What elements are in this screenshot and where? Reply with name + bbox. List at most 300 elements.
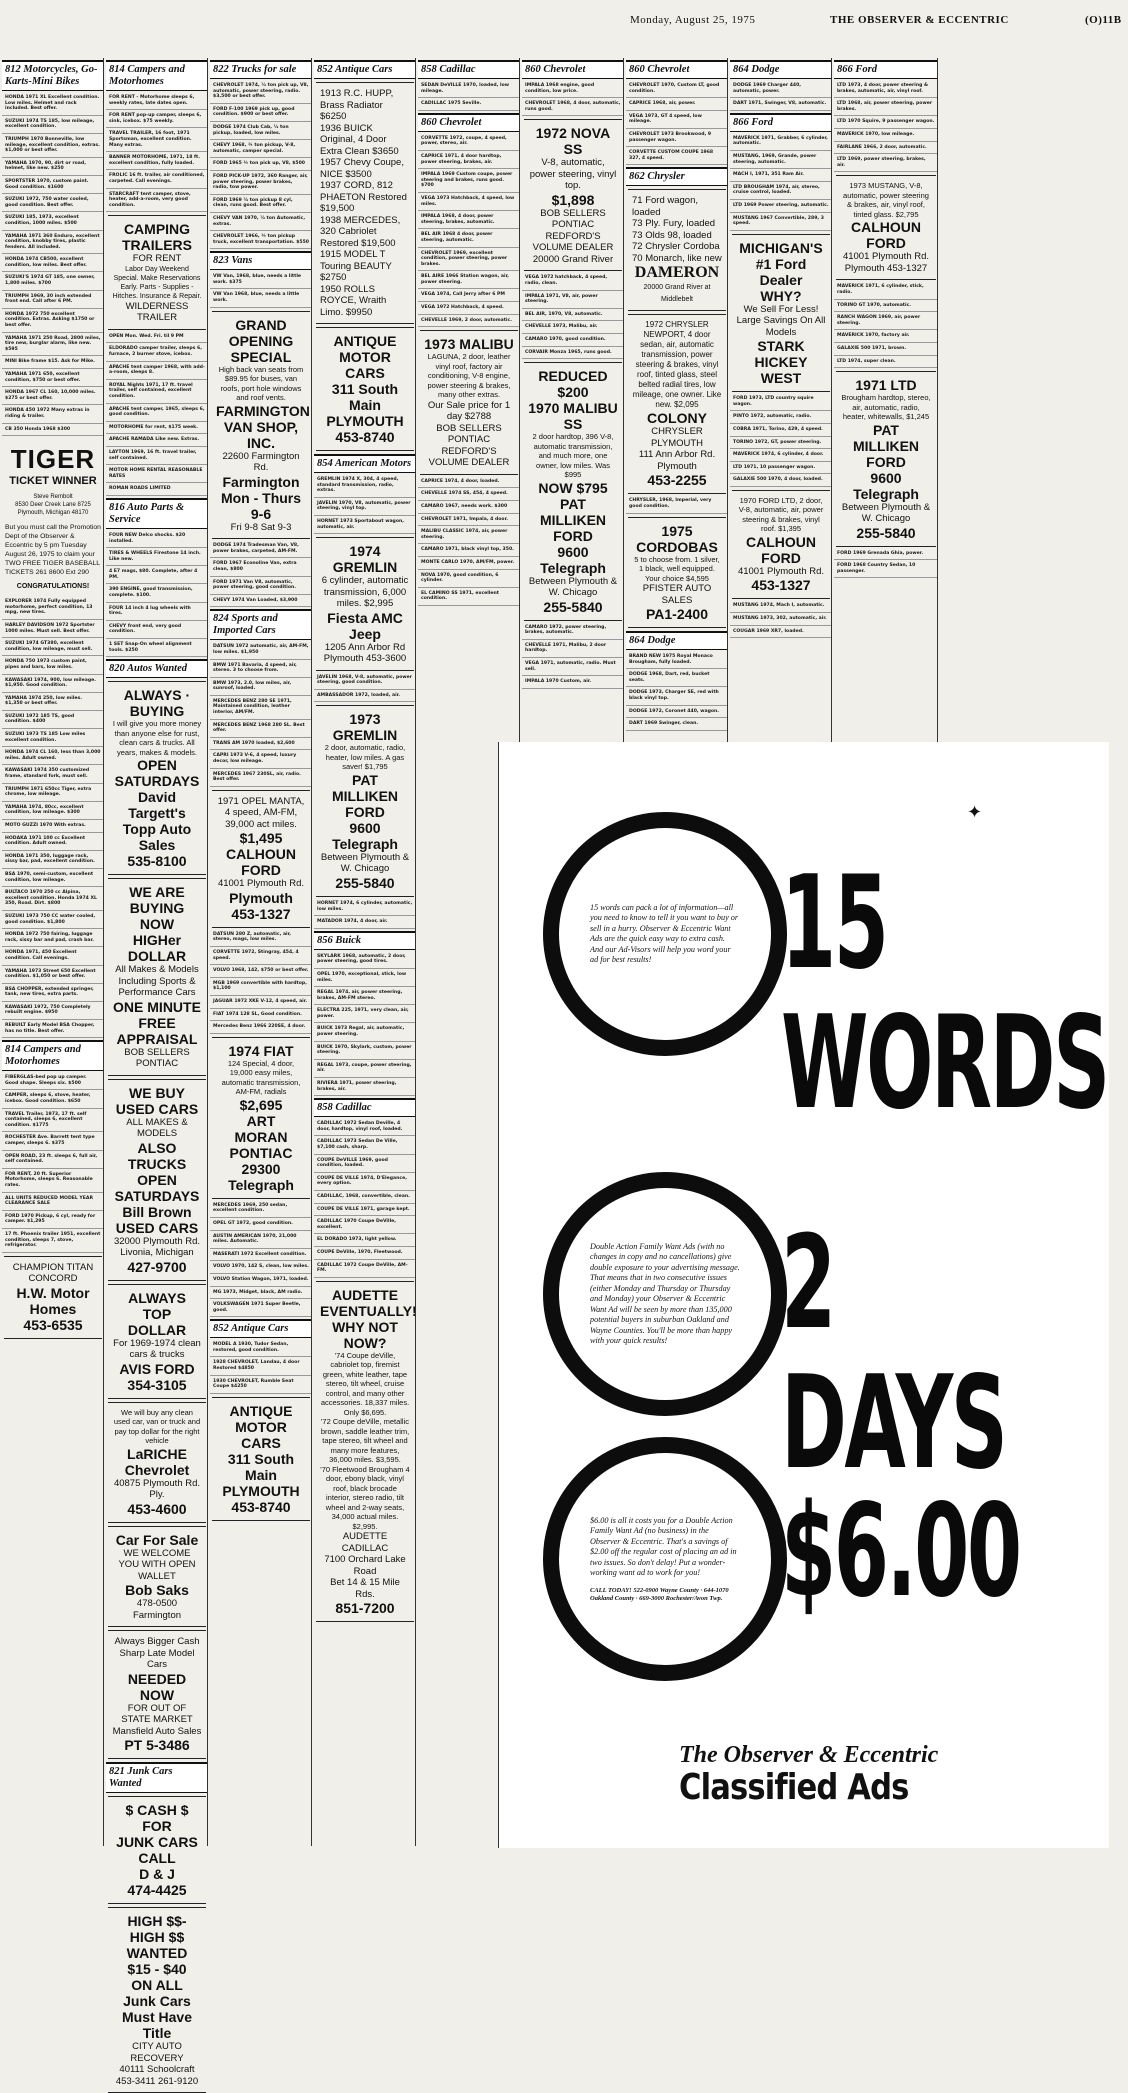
column-ford xyxy=(834,58,938,742)
ad-line: $2,695 xyxy=(239,1096,283,1113)
classified-ad: CHEVROLET 1968, 4 door, automatic, runs good. xyxy=(522,100,624,116)
classified-ad: 1928 CHEVROLET, Landau, 4 door Restored $4850 xyxy=(210,1359,312,1375)
ad-list xyxy=(210,1202,312,1318)
ad-line: '74 Coupe deVille, cabriolet top, firemist green, white leather, tape stereo, tilt wheel, cruise control, and many other accessories. 18,337 miles. Only $6,695. xyxy=(320,1350,410,1417)
classified-ad: 1930 CHEVROLET, Rumble Seat Coupe $4250 xyxy=(210,1378,312,1394)
classified-ad: SUZUKI 1974 TS 185, low mileage, excellent condition. xyxy=(2,118,104,134)
classified-ad: IMPALA 1968 engine, good condition, low price. xyxy=(522,82,624,98)
classified-ad: 1 SET Snap-On wheel alignment tools. $250 xyxy=(106,641,208,657)
circle-body: $6.00 is all it costs you for a Double Action Family Want Ad (no business) in the Observer & Eccentric. That's a savings of $2.00 off the regular cost of placing an ad in two issues. So don't delay! Put a wonder-working want ad to work for you! xyxy=(590,1515,737,1577)
ad-line: FOR xyxy=(142,1818,172,1835)
ad-line: PAT MILLIKEN xyxy=(539,495,607,528)
ad-line: High back van seats from $89.95 for buses, van roofs, port hole windows and roof vents. xyxy=(218,364,304,403)
ad-list xyxy=(210,82,312,249)
classified-ad: LTD 1973, 4 door, power steering & brakes, automatic, air, vinyl roof. xyxy=(834,82,938,98)
ad-line: Bet 14 & 15 Mile Rds. xyxy=(330,1577,400,1600)
classified-ad: BEL AIRE 1966 Station wagon, air, power steering. xyxy=(418,273,520,289)
ad-line: Between Plymouth & W. Chicago xyxy=(528,575,618,599)
ad-line: 453-2255 xyxy=(647,472,707,489)
classified-ad: ALL UNITS REDUCED MODEL YEAR CLEARANCE SALE xyxy=(2,1195,104,1211)
classified-ad: EL CAMINO SS 1971, excellent condition. xyxy=(418,590,520,606)
classified-promo-panel xyxy=(498,742,1109,1848)
display-ad-nova-ss xyxy=(524,119,622,271)
ad-line: 1936 BUICK Original, 4 Door Extra Clean $3650 xyxy=(320,122,399,157)
display-ad-malibu-70 xyxy=(524,362,622,621)
ad-list xyxy=(632,410,722,488)
ad-line: TOP DOLLAR xyxy=(127,1305,187,1338)
ad-line: MORAN xyxy=(234,1128,288,1145)
classified-ad: CHEVROLET 1973 Brookwood, 9 passenger wagon. xyxy=(626,131,728,147)
ad-list xyxy=(730,395,832,487)
ad-line: CAMPING TRAILERS xyxy=(122,221,192,254)
ad-line: MOTOR CARS xyxy=(235,1418,287,1451)
classified-ad: LTD 1971, 10 passenger wagon. xyxy=(730,464,832,475)
ad-line: WILDERNESS TRAILER xyxy=(125,300,189,324)
ad-line: 1973 MALIBU xyxy=(424,336,514,353)
classified-ad: HORNET 1974, 6 cylinder, automatic, low miles. xyxy=(314,900,416,916)
ad-line: ALWAYS · BUYING xyxy=(123,687,191,720)
ad-line: 1972 NOVA SS xyxy=(535,125,611,158)
ad-line: 1971 LTD xyxy=(855,377,917,394)
classified-ad: IMPALA 1968, 4 door, power steering, brakes, automatic. xyxy=(418,213,520,229)
ad-line: Farmington xyxy=(222,473,300,490)
classified-ad: REBUILT Early Model BSA Chopper, has no title. Best offer. xyxy=(2,1022,104,1038)
ad-line: VAN SHOP, INC. xyxy=(223,418,299,451)
classified-ad: COUPE DeVILLE 1969, good condition, loaded. xyxy=(314,1157,416,1173)
classified-ad: CHEVROLET 1971, Impala, 4 door. xyxy=(418,516,520,527)
display-ad-farmington-van-shop xyxy=(212,311,310,540)
ad-list xyxy=(834,283,938,368)
column-trucks-vans-imports xyxy=(210,58,312,1846)
classified-ad: KAWASAKI 1972, 750 Completely rebuilt engine. $950 xyxy=(2,1004,104,1020)
section-header: 854 American Motors xyxy=(314,454,416,473)
classified-ad: LAYTON 1969, 16 ft. travel trailer, self contained. xyxy=(106,449,208,465)
classified-ad: CHEVY 1968, ¾ ton pickup, V-8, automatic, camper special. xyxy=(210,142,312,158)
ad-line: 1205 Ann Arbor Rd xyxy=(324,641,406,653)
display-ad-dj-junk-cars xyxy=(108,1796,206,1904)
section-header: 814 Campers and Motorhomes xyxy=(2,1040,104,1071)
ad-line: #1 Ford Dealer xyxy=(755,255,807,288)
ad-list xyxy=(314,674,416,703)
ad-line: Chevrolet xyxy=(124,1461,190,1478)
display-ad-pat-milliken-ltd xyxy=(836,371,936,547)
display-ad-gremlin-74 xyxy=(316,537,414,671)
classified-ad: CAMARO 1972, power steering, brakes, automatic. xyxy=(522,624,624,640)
classified-ad: 390 ENGINE, good transmission, complete. $100. xyxy=(106,586,208,602)
section-header: 852 Antique Cars xyxy=(210,1319,312,1338)
ad-line: 124 Special, 4 door, 19,000 easy miles, automatic transmission, AM-FM, radials xyxy=(221,1058,301,1097)
ad-line: 1972 CHRYSLER NEWPORT, 4 door sedan, air, automatic transmission, power steering & brakes, vinyl roof, tinted glass, steel belted radial tires, low mileage, one owner. Like new. $2,095 xyxy=(632,320,722,410)
column-dodge-ford xyxy=(730,58,832,742)
ad-line: 41001 Plymouth Rd. xyxy=(842,251,930,263)
ad-line: Mon - Thurs 9-6 xyxy=(220,489,302,522)
classified-ad: CHEVY front end, very good condition. xyxy=(106,623,208,639)
column-chevrolet-chrysler-dodge xyxy=(626,58,728,742)
call-today: CALL TODAY! 522-0900 Wayne County · 644-1070 Oakland County · 669-3000 Rochester/Avon Twp. xyxy=(590,1586,729,1602)
ad-line: FORD xyxy=(345,803,385,820)
classified-ad: REGAL 1973, coupe, power steering, air. xyxy=(314,1062,416,1078)
bird-icon: ✦ xyxy=(967,802,983,822)
classified-ad: LTD 1968, air, power steering, power brakes. xyxy=(834,100,938,116)
ad-list xyxy=(418,82,520,111)
classified-ad: STARCRAFT tent camper, stove, heater, add-a-room, very good condition. xyxy=(106,191,208,213)
classified-ad: MERCEDES 1969, 250 sedan, excellent condition. xyxy=(210,1202,312,1218)
classified-ad: FROLIC 16 ft. trailer, air conditioned, carpeted. Call evenings. xyxy=(106,172,208,188)
ad-line: WE BUY xyxy=(129,1084,185,1101)
classified-ad: MODEL A 1930, Tudor Sedan, restored, good condition. xyxy=(210,1341,312,1357)
classified-ad: YAMAHA 1971 360 Enduro, excellent condition, knobby tires, plastic fenders. All included. xyxy=(2,233,104,255)
ad-line: All Makes & Models Including Sports & Performance Cars xyxy=(115,964,199,999)
classified-ad: CADILLAC 1973 Sedan De Ville, $7,100 cash, sharp. xyxy=(314,1138,416,1154)
classified-ad: IMPALA 1970 Custom, air. xyxy=(522,678,624,689)
ad-line: CITY AUTO RECOVERY xyxy=(130,2041,184,2064)
section-header: 860 Chevrolet xyxy=(522,60,624,79)
logo-bottom: Classified Ads xyxy=(679,1767,909,1808)
classified-ad: YAMAHA 1973 Street 650 Excellent condition. $1,050 or best offer. xyxy=(2,968,104,984)
classified-ad: HONDA 1972 750 fairing, luggage rack, sissy bar and pad, crash bar. xyxy=(2,931,104,947)
column-antique-amc-buick-cadillac xyxy=(314,58,416,1846)
ad-line: 9600 Telegraph xyxy=(332,819,398,852)
ad-line: 1950 ROLLS ROYCE, Wraith Limo. $9950 xyxy=(320,283,387,318)
ad-line: 255-5840 xyxy=(856,524,916,541)
classified-ad: CAMARO 1970, good condition. xyxy=(522,336,624,347)
classified-ad: HONDA 750 1973 custom paint, pipes and bars, low miles. xyxy=(2,658,104,674)
classified-ad: VEGA 1974, Call Jerry after 6 PM xyxy=(418,291,520,302)
circle-text xyxy=(590,1516,740,1603)
ad-line: $15 - $40 xyxy=(127,1961,187,1978)
classified-ad: COUGAR 1969 XR7, loaded. xyxy=(730,628,832,639)
ad-line: 1971 OPEL MANTA, 4 speed, AM-FM, 39,000 act miles. xyxy=(217,795,305,830)
classified-ad: CAPRICE 1968, air, power. xyxy=(626,100,728,111)
ad-line: OPEN SATURDAYS xyxy=(114,1171,200,1204)
classified-ad: JAVELIN 1968, V-8, automatic, power steering, good condition. xyxy=(314,674,416,690)
classified-ad: YAMAHA 1974 250, low miles. $1,350 or best offer. xyxy=(2,695,104,711)
classified-ad: MATADOR 1974, 4 door, air. xyxy=(314,918,416,929)
ad-line: 453-8740 xyxy=(231,1498,291,1515)
ad-line: PAT MILLIKEN xyxy=(852,421,920,454)
ad-line: 453-6535 xyxy=(23,1316,83,1333)
ad-line: BOB SELLERS PONTIAC xyxy=(124,1046,190,1070)
display-ad-art-moran xyxy=(212,1037,310,1199)
ad-line: ANTIQUE xyxy=(229,1402,293,1419)
section-header: 864 Dodge xyxy=(626,631,728,650)
ad-list xyxy=(314,1120,416,1278)
classified-ad: HARLEY DAVIDSON 1972 Sportster 1000 miles. Must sell. Best offer. xyxy=(2,622,104,638)
classified-ad: MERCEDES BENZ 1968 280 SL. Best offer. xyxy=(210,722,312,738)
classified-ad: ROYAL Nights 1971, 17 ft. travel trailer, self contained, excellent condition. xyxy=(106,382,208,404)
ad-line: WE ARE xyxy=(129,884,185,901)
classified-ad: APACHE tent camper, 1965, sleeps 6, good condition. xyxy=(106,406,208,422)
ad-line: FORD xyxy=(866,453,906,470)
classified-ad: FORD 1968 Country Sedan, 10 passenger. xyxy=(834,562,938,578)
display-ad-city-auto-recovery xyxy=(108,1907,206,2093)
ad-line: 9600 Telegraph xyxy=(540,543,606,576)
classified-ad: TRIUMPH 1970 Bonneville, low mileage, excellent condition, extras. $1,000 or best offer. xyxy=(2,136,104,158)
ad-line: 41001 Plymouth Rd. xyxy=(217,878,305,890)
column-chevrolet xyxy=(522,58,624,742)
classified-ad: JAGUAR 1972 XKE V-12, 4 speed, air. xyxy=(210,998,312,1009)
classified-ad: CB 350 Honda 1968 $300 xyxy=(2,426,104,437)
classified-ad: SUZUKI 1973 TS 185 Low miles excellent condition. xyxy=(2,731,104,747)
ad-line: LaRICHE xyxy=(127,1445,187,1462)
classified-ad: MASERATI 1972 Excellent condition. xyxy=(210,1251,312,1262)
classified-ad: BUICK 1973 Regal, air, automatic, power steering. xyxy=(314,1025,416,1041)
ad-line: 1957 Chevy Coupe, NICE $3500 xyxy=(320,157,404,180)
ad-line: 535-8100 xyxy=(127,853,187,870)
ad-line: USED CARS xyxy=(115,1219,199,1236)
classified-ad: OPEL 1970, exceptional, stick, low miles. xyxy=(314,971,416,987)
ad-list xyxy=(730,82,832,111)
ad-line: FREE APPRAISAL xyxy=(116,1014,198,1047)
classified-ad: MERCEDES 1967 230SL, air, radio. Best offer. xyxy=(210,771,312,787)
ad-line: 20000 Grand River xyxy=(532,253,614,265)
classified-ad: GREMLIN 1974 X, 304, 4 speed, standard transmission, radio, extras. xyxy=(314,476,416,498)
ad-list xyxy=(106,532,208,657)
ad-list xyxy=(106,333,208,496)
ad-line: Fiesta AMC Jeep xyxy=(327,609,403,642)
ad-line: FOR RENT xyxy=(132,253,182,265)
ad-line: Plymouth 453-3600 xyxy=(323,653,407,665)
ad-line: CALL xyxy=(138,1850,176,1867)
classified-ad: CADILLAC 1972 Sedan Deville, 4 door, hardtop, vinyl roof, loaded. xyxy=(314,1120,416,1136)
classified-ad: MUSTANG, 1969, Grande, power steering, automatic. xyxy=(730,153,832,169)
classified-ad: CAPRICE 1974, 4 door, loaded. xyxy=(418,478,520,489)
classified-ad: FORD 1971 Van V8, automatic, power steering, good condition. xyxy=(210,579,312,595)
classified-ad: LTD 1970 Squire, 9 passenger wagon. xyxy=(834,118,938,129)
classified-ad: HONDA 1971 XL Excellent condition. Low miles. Helmet and rack included. Best offer. xyxy=(2,94,104,116)
ad-line: HIGHer DOLLAR xyxy=(127,932,187,965)
classified-ad: TRAVEL Trailer, 1973, 17 ft. self contained, sleeps 6, excellent condition. $1775 xyxy=(2,1111,104,1133)
ad-line: AVIS FORD xyxy=(119,1360,195,1377)
ad-line: AUDETTE xyxy=(331,1286,399,1303)
classified-ad: CAPRICE 1971, 4 door hardtop, power steering, brakes, air. xyxy=(418,153,520,169)
ad-list xyxy=(522,274,624,359)
ad-line: WANTED xyxy=(126,1945,188,1962)
issue-date: Monday, August 25, 1975 xyxy=(630,14,756,26)
ad-list xyxy=(2,598,104,1038)
classified-ad: FIBERGLAS-bed pop up camper. Good shape. Sleeps six. $500 xyxy=(2,1074,104,1090)
classified-ad: LTD 1974, super clean. xyxy=(834,358,938,369)
newspaper-name: THE OBSERVER & ECCENTRIC xyxy=(830,14,1009,26)
ad-line: 1938 MERCEDES, 320 Cabriolet Restored $19,500 xyxy=(320,214,401,249)
classified-ad: HONDA 1974 CB500, excellent condition, low miles. Best offer. xyxy=(2,256,104,272)
ad-line: SPECIAL xyxy=(230,348,292,365)
ad-line: 1974 FIAT xyxy=(228,1042,294,1059)
section-header: 852 Antique Cars xyxy=(314,60,416,79)
classified-ads-logo xyxy=(679,1742,999,1807)
ad-line: D & J xyxy=(139,1866,175,1883)
ad-line: 478-0500 Farmington xyxy=(132,1598,182,1621)
ad-list xyxy=(626,82,728,165)
ad-line: 311 South Main xyxy=(331,381,399,413)
ad-line: MOTOR CARS xyxy=(339,349,391,381)
classified-ad: CAPRI 1973 V-6, 4 speed, luxury decor, low mileage. xyxy=(210,752,312,768)
display-ad-bob-sellers xyxy=(108,878,206,1076)
ad-line: DAMERON xyxy=(634,264,720,282)
classified-ad: CORVETTE CUSTOM COUPE 1968 327, 4 speed. xyxy=(626,149,728,165)
classified-ad: SUZUKI 1974 GT380, excellent condition, low mileage, must sell. xyxy=(2,640,104,656)
ad-line: Always Bigger Cash xyxy=(114,1636,200,1648)
tiger-congrats: CONGRATULATIONS! xyxy=(16,583,90,591)
classified-ad: TRAVEL TRAILER, 16 foot, 1971 Sportsman, excellent condition. Many extras. xyxy=(106,130,208,152)
display-ad-bob-saks xyxy=(108,1526,206,1628)
section-header: 824 Sports and Imported Cars xyxy=(210,609,312,640)
classified-ad: CADILLAC 1975 Seville. xyxy=(418,100,520,111)
classified-ad: TORINO GT 1970, automatic. xyxy=(834,302,938,313)
ad-line: 1937 CORD, 812 PHAETON Restored $19,500 xyxy=(320,180,407,214)
ad-line: We will buy any clean used car, van or truck and pay top dollar for the right vehicle xyxy=(113,1407,201,1446)
section-header: 820 Autos Wanted xyxy=(106,659,208,678)
ad-line: H.W. Motor Homes xyxy=(16,1284,90,1317)
classified-ad: HONDA 1971 350, luggage rack, sissy bar, pad, excellent condition. xyxy=(2,853,104,869)
ad-list xyxy=(834,550,938,579)
classified-ad: FORD 1969 Grenada Ghia, power. xyxy=(834,550,938,561)
classified-ad: CAMPER, sleeps 6, stove, heater, icebox. Good condition. $650 xyxy=(2,1092,104,1108)
display-ad-audette-cadillac xyxy=(316,1281,417,1623)
ad-list xyxy=(106,94,208,212)
ad-list xyxy=(418,304,520,327)
classified-ad: SEDAN DeVILLE 1970, loaded, low mileage. xyxy=(418,82,520,98)
classified-ad: HONDA 1971, 450 Excellent condition. Call evenings. xyxy=(2,949,104,965)
ad-line: 20000 Grand River at Middlebelt xyxy=(643,284,711,303)
classified-ad: YAMAHA 1970, 90, dirt or road, helmet, like new. $250 xyxy=(2,160,104,176)
classified-ad: CORVETTE 1972, coupe, 4 speed, power, stereo, air. xyxy=(418,135,520,151)
classified-ad: SUZUKI 185, 1973, excellent condition, 1000 miles. $500 xyxy=(2,214,104,230)
classified-ad: NOVA 1970, good condition, 6 cylinder. xyxy=(418,572,520,588)
ad-line: 453-1327 xyxy=(231,905,291,922)
ad-list xyxy=(314,953,416,1097)
classified-ad: MOTOR HOME RENTAL REASONABLE RATES xyxy=(106,467,208,483)
classified-ad: VOLVO 1968, 142, $750 or best offer. xyxy=(210,967,312,978)
classified-ad: IMPALA 1971, V8, air, power steering. xyxy=(522,293,624,309)
ad-line: USED CARS xyxy=(115,1100,199,1117)
display-ad-hw-motor-homes xyxy=(4,1256,102,1339)
masthead xyxy=(0,0,1128,38)
ad-list xyxy=(522,82,624,116)
section-header: 816 Auto Parts & Service xyxy=(106,498,208,529)
classified-ad: EXPLORER 1974 Fully equipped motorhome, perfect condition, 13 mpg, new tires. xyxy=(2,598,104,620)
classified-ad: FORD 1965 ¾ ton pick up, V8, $500 xyxy=(210,160,312,171)
classified-ad: CADILLAC 1972 Coupe DeVille, AM-FM. xyxy=(314,1262,416,1278)
classified-ad: CHEVELLE 1969, 2 door, automatic. xyxy=(418,317,520,328)
classified-ad: RANCH WAGON 1969, air, power steering. xyxy=(834,314,938,330)
ad-line: 73 Olds 98, loaded xyxy=(632,229,712,241)
classified-ad: HONDA 1974 CL 160, less than 3,000 miles. Adult owned. xyxy=(2,749,104,765)
ad-line: 22600 Farmington Rd. xyxy=(222,450,300,474)
ad-line: 40111 Schoolcraft xyxy=(119,2064,195,2076)
display-ad-malibu-73 xyxy=(420,330,518,475)
ad-line: 1973 MUSTANG, V-8, automatic, power steering & brakes, air, vinyl roof, tinted glass. $2,795 xyxy=(843,181,929,219)
display-ad-lariche xyxy=(108,1402,206,1523)
tiger-ticket-winner-notice xyxy=(5,444,101,590)
classified-ad: BRAND NEW 1975 Royal Monaco Brougham, fully loaded. xyxy=(626,653,728,669)
ad-line: 255-5840 xyxy=(335,874,395,891)
classified-ad: LTD 1969, power steering, brakes, air. xyxy=(834,156,938,172)
tiger-title: TIGER xyxy=(10,444,96,475)
column-motorcycles xyxy=(2,58,104,1846)
classified-ad: BMW 1973, 2.0, low miles, air, sunroof, loaded. xyxy=(210,680,312,696)
ad-line: $1,898 xyxy=(551,191,595,208)
classified-ad: COUPE DE VILLE 1974, D'Elegance, every option. xyxy=(314,1175,416,1191)
ad-line: 1913 R.C. HUPP, Brass Radiator $6250 xyxy=(320,88,394,122)
display-ad-gremlin-73 xyxy=(316,705,414,897)
section-header: 860 Chevrolet xyxy=(626,60,728,79)
classified-ad: VEGA 1972 hatchback, 4 speed, radio, clean. xyxy=(522,274,624,290)
classified-ad: AUSTIN AMERICAN 1970, 21,000 miles. Automatic. xyxy=(210,1233,312,1249)
classified-ad: MALIBU CLASSIC 1974, air, power steering. xyxy=(418,528,520,544)
ad-line: $1,495 xyxy=(239,830,283,847)
classified-ad: BULTACO 1970 250 cc Alpina, excellent condition. Honda 1974 XL 350, Road. Dirt. $800 xyxy=(2,889,104,911)
classified-ad: KAWASAKI 1974 350 customized frame, standard fork, must sell. xyxy=(2,767,104,783)
display-ad-colony xyxy=(628,314,726,494)
ad-line: JUNK CARS xyxy=(116,1834,198,1851)
ad-line: We Sell For Less! xyxy=(743,303,819,315)
classified-ad: SUZUKI'S 1974 GT 185, one owner, 1,800 miles. $700 xyxy=(2,274,104,290)
classified-ad: TRIUMPH 1969, 30 inch extended front end. Call after 6 PM. xyxy=(2,293,104,309)
ad-line: PAT MILLIKEN xyxy=(331,771,399,804)
ad-line: 9600 Telegraph xyxy=(853,469,919,502)
ad-line: GRAND OPENING xyxy=(228,316,294,349)
section-header: 856 Buick xyxy=(314,931,416,950)
classified-ad: CHRYSLER, 1968, Imperial, very good condition. xyxy=(626,497,728,513)
classified-ad: ELECTRA 225, 1971, very clean, air, power. xyxy=(314,1007,416,1023)
ad-line: ANTIQUE xyxy=(333,333,397,349)
ad-line: 1975 CORDOBAS xyxy=(636,522,718,555)
ad-line: AUDETTE CADILLAC xyxy=(341,1531,389,1554)
ad-line: PLYMOUTH xyxy=(326,413,404,429)
section-header: 858 Cadillac xyxy=(314,1098,416,1117)
classified-ad: VEGA 1972 Hatchback, 4 speed. xyxy=(418,304,520,315)
ad-line: Plymouth 453-1327 xyxy=(844,262,928,274)
ad-line: Sharp Late Model Cars xyxy=(119,1647,195,1671)
classified-ad: CHEVROLET 1970, Custom LT, good condition. xyxy=(626,82,728,98)
classified-ad: KAWASAKI 1974, 900, low mileage. $1,950. Good condition. xyxy=(2,677,104,693)
display-ad-pfister xyxy=(628,517,726,629)
ad-line: For 1969-1974 clean cars & trucks xyxy=(113,1337,201,1361)
classified-ad: VW Van 1968, blue, needs a little work. xyxy=(210,291,312,307)
section-header: 860 Chevrolet xyxy=(418,113,520,132)
ad-line: Topp Auto Sales xyxy=(122,821,192,854)
ad-line: BOB SELLERS PONTIAC xyxy=(540,207,606,231)
section-header: 823 Vans xyxy=(210,251,312,270)
classified-ad: GALAXIE 500 1970, 4 door, loaded. xyxy=(730,476,832,487)
ad-list xyxy=(626,653,728,731)
classified-ad: MERCEDES BENZ 280 SE 1971, Maintained condition, leather interior, AM/FM. xyxy=(210,698,312,720)
classified-ad: CHEVELLE 1973, Malibu, air. xyxy=(522,323,624,334)
ad-line: 427-9700 xyxy=(127,1258,187,1275)
section-header: 812 Motorcycles, Go-Karts-Mini Bikes xyxy=(2,60,104,91)
ad-list xyxy=(834,82,938,172)
ad-line: 40875 Plymouth Rd. Ply. xyxy=(113,1477,201,1501)
display-ad-topp-auto xyxy=(108,681,206,875)
classified-ad: VOLKSWAGEN 1971 Super Beetle, good. xyxy=(210,1301,312,1317)
ad-line: 851-7200 xyxy=(335,1600,395,1617)
classified-ad: CAMARO 1971, black vinyl top, 350. xyxy=(418,546,520,557)
ad-line: Our Sale price for 1 day $2788 xyxy=(427,399,511,423)
classified-ad: DATSUN 280 Z, automatic, air, stereo, mags, low miles. xyxy=(210,931,312,947)
ad-line: 311 South Main xyxy=(227,1450,295,1483)
ad-line: REDFORD'S VOLUME DEALER xyxy=(532,230,614,254)
classified-ad: COUPE DE VILLE 1971, garage kept. xyxy=(314,1206,416,1217)
ad-line: STARK HICKEY xyxy=(754,338,808,371)
classified-ad: GALAXIE 500 1971, brown. xyxy=(834,345,938,356)
ad-line: CHRYSLER PLYMOUTH xyxy=(650,426,704,449)
ad-line: 1974 GREMLIN xyxy=(332,543,398,576)
ad-line: REDFORD'S VOLUME DEALER xyxy=(428,445,510,469)
ad-line: Brougham hardtop, stereo, air, automatic, radio, heater, whitewalls, $1,245 xyxy=(841,393,931,422)
classified-ad: LTD BROUGHAM 1974, air, stereo, cruise control, loaded. xyxy=(730,184,832,200)
classified-ad: VOLVO Station Wagon, 1971, loaded. xyxy=(210,1276,312,1287)
